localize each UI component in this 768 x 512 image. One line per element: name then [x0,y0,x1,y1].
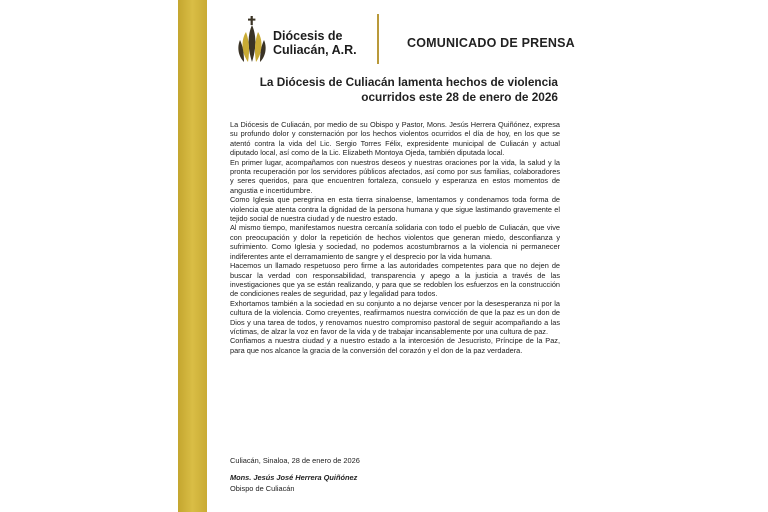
letterhead [232,14,575,74]
paragraph: Exhortamos también a la sociedad en su conjunto a no dejarse vencer por la desesperanza ni por la cultura de la violencia. Como creyentes, reafirmamos nuestra convicción de que la paz es un don de Dios y una tarea de todos, y renovamos nuestro compromiso pastoral de seguir acompañando a las víctimas, de alzar la voz en favor de la vida y de trabajar incansablemente por una cultura de paz. [230,298,560,336]
headline-line1: La Diócesis de Culiacán lamenta hechos de violencia [259,75,558,89]
paragraph: Hacemos un llamado respetuoso pero firme a las autoridades competentes para que no dejen de buscar la verdad con responsabilidad, transparencia y apego a la justicia a través de las investigaciones que ya se están realizando, y para que se redoblen los esfuerzos en la construcción de condiciones reales de seguridad, paz y legalidad para todos. [230,261,560,299]
place-date: Culiacán, Sinaloa, 28 de enero de 2026 [230,456,360,465]
signer-name: Mons. Jesús José Herrera Quiñónez [230,473,358,482]
headline-line2: ocurridos este 28 de enero de 2026 [361,90,558,104]
signer-title: Obispo de Culiacán [230,484,295,493]
organization-name-line1: Diócesis de [273,29,343,43]
paragraph: Como Iglesia que peregrina en esta tierra sinaloense, lamentamos y condenamos toda forma de violencia que atenta contra la dignidad de la persona humana y que sigue lastimando gravemente el tejido social de nuestra ciudad y de nuestro estado. [230,195,560,224]
document-type: COMUNICADO DE PRENSA [407,36,575,50]
paragraph: En primer lugar, acompañamos con nuestros deseos y nuestras oraciones por la vida, la salud y la pronta recuperación por los servidores públicos afectados, así como por sus familias, colaboradores y seres queridos, para que encuentren fortaleza, consuelo y esperanza en estos momentos de angustia e incertidumbre. [230,157,560,195]
paragraph: La Diócesis de Culiacán, por medio de su Obispo y Pastor, Mons. Jesús Herrera Quiñónez, expresa su profundo dolor y consternación por los hechos violentos ocurridos el día de hoy, en los que se atentó contra la vida del Lic. Sergio Torres Félix, expresidente municipal de Culiacán y actual diputado local, así como de la Lic. Elizabeth Montoya Ojeda, también diputada local. [230,120,560,158]
diocese-logo-icon [236,16,268,64]
paragraph: Al mismo tiempo, manifestamos nuestra cercanía solidaria con todo el pueblo de Culiacán, que vive con preocupación y dolor la repetición de hechos violentos que generan miedo, desconfianza y sufrimiento. Como Iglesia y sociedad, no podemos acostumbrarnos a la violencia ni permanecer indiferentes ante el derramamiento de sangre y el desprecio por la vida humana. [230,223,560,261]
headline [240,75,558,105]
organization-name-line2: Culiacán, A.R. [273,43,357,57]
header-divider [377,14,379,64]
body-text [230,120,560,355]
gold-side-bar [178,0,207,512]
paragraph: Confiamos a nuestra ciudad y a nuestro estado a la intercesión de Jesucristo, Príncipe de la Paz, para que nos alcance la gracia de la conversión del corazón y el don de la paz verdadera. [230,336,560,355]
organization-name [273,29,357,57]
